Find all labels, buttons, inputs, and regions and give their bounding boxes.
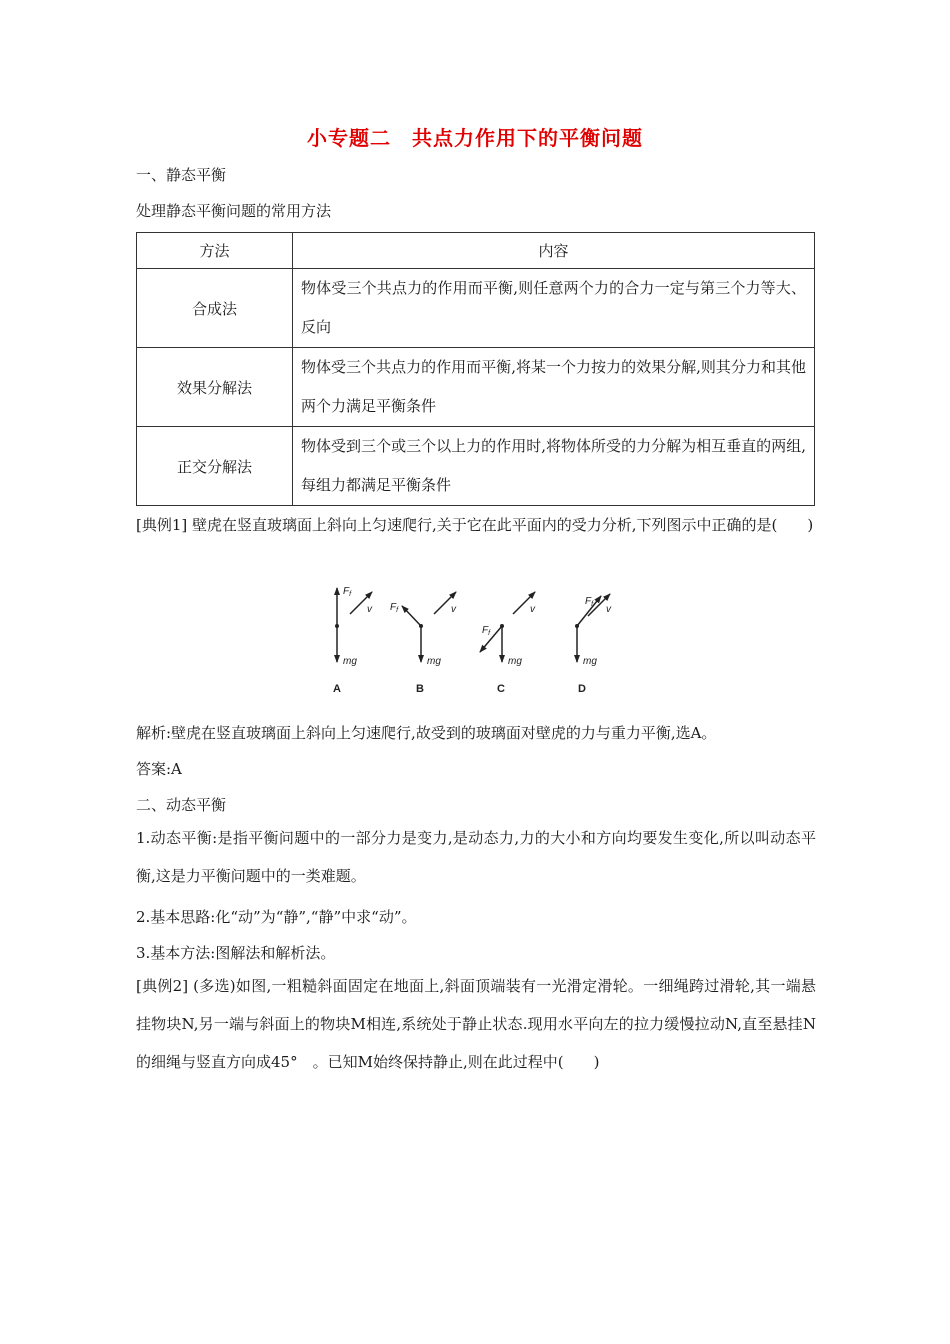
diagram-a-force-label: $F_f$ xyxy=(343,586,352,598)
section2-point1: 1.动态平衡:是指平衡问题中的一部分力是变力,是动态力,力的大小和方向均要发生变化,所以叫动态平衡,这是力平衡问题中的一类难题。 xyxy=(136,829,816,885)
diagram-d-force-label: $F_f$ xyxy=(585,596,594,608)
diagram-c-gravity-label: mg xyxy=(508,656,522,667)
page-title: 小专题二 共点力作用下的平衡问题 xyxy=(307,126,643,150)
diagram-c-force-label: $F_f$ xyxy=(482,625,491,637)
methods-table xyxy=(136,232,815,506)
section2-point2: 2.基本思路:化“动”为“静”,“静”中求“动”。 xyxy=(136,908,417,926)
section1-intro: 处理静态平衡问题的常用方法 xyxy=(136,202,332,220)
example2-question: [典例2] (多选)如图,一粗糙斜面固定在地面上,斜面顶端装有一光滑定滑轮。一细绳跨过滑轮,其一端悬挂物块N,另一端与斜面上的物块M相连,系统处于静止状态.现用水平向左的拉力缓慢拉动N,直至悬挂N的细绳与竖直方向成45° 。已知M始终保持静止,则在此过程中( ) xyxy=(136,977,816,1071)
diagram-c-point xyxy=(500,624,504,628)
table-cell-method: 正交分解法 xyxy=(137,427,293,506)
diagram-a-gravity-label: mg xyxy=(343,656,357,667)
diagram-a-point xyxy=(335,624,339,628)
diagram-option-d-label: D xyxy=(578,683,586,695)
diagram-b-friction-arrow xyxy=(402,606,421,626)
section1-heading: 一、静态平衡 xyxy=(136,166,227,184)
table-cell-method: 效果分解法 xyxy=(137,348,293,427)
diagram-option-a-label: A xyxy=(333,683,341,695)
analysis-text: 解析:壁虎在竖直玻璃面上斜向上匀速爬行,故受到的玻璃面对壁虎的力与重力平衡,选A。 xyxy=(136,724,717,742)
table-header-method: 方法 xyxy=(137,233,293,269)
diagram-option-b-label: B xyxy=(416,683,424,695)
table-cell-method: 合成法 xyxy=(137,269,293,348)
table-cell-content: 物体受三个共点力的作用而平衡,则任意两个力的合力一定与第三个力等大、反向 xyxy=(293,269,815,348)
section2-heading: 二、动态平衡 xyxy=(136,796,227,814)
diagram-d-gravity-label: mg xyxy=(583,656,597,667)
diagram-b-gravity-label: mg xyxy=(427,656,441,667)
answer-text: 答案:A xyxy=(136,760,182,778)
diagram-a-velocity-label: v xyxy=(367,604,372,615)
table-header-row xyxy=(137,233,815,269)
table-cell-content: 物体受到三个或三个以上力的作用时,将物体所受的力分解为相互垂直的两组,每组力都满足平衡条件 xyxy=(293,427,815,506)
table-cell-content: 物体受三个共点力的作用而平衡,将某一个力按力的效果分解,则其分力和其他两个力满足平衡条件 xyxy=(293,348,815,427)
table-row xyxy=(137,269,815,348)
table-row xyxy=(137,348,815,427)
diagram-c-velocity-label: v xyxy=(530,604,535,615)
example1-question: [典例1] 壁虎在竖直玻璃面上斜向上匀速爬行,关于它在此平面内的受力分析,下列图示中正确的是( ) xyxy=(136,516,814,534)
diagram-d-velocity-label: v xyxy=(606,604,611,615)
table-header-content: 内容 xyxy=(293,233,815,269)
diagram-b-force-label: $F_f$ xyxy=(390,602,399,614)
diagram-option-c-label: C xyxy=(497,683,505,695)
section2-point3: 3.基本方法:图解法和解析法。 xyxy=(136,944,336,962)
table-row xyxy=(137,427,815,506)
diagram-d-point xyxy=(575,624,579,628)
force-diagram-figure xyxy=(320,580,630,700)
diagram-b-point xyxy=(419,624,423,628)
diagram-b-velocity-label: v xyxy=(451,604,456,615)
